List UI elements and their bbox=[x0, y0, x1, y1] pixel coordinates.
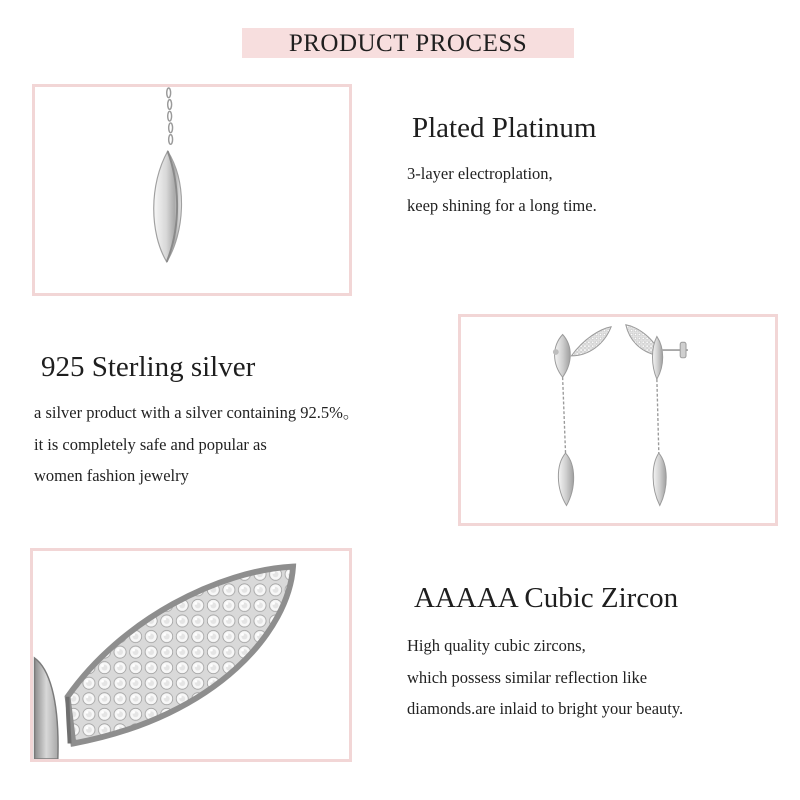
description-line: 3-layer electroplation, bbox=[407, 164, 553, 183]
feature-description-cubic-zircon bbox=[407, 630, 683, 725]
description-line: diamonds.are inlaid to bright your beauty. bbox=[407, 699, 684, 718]
feature-title-plated-platinum: Plated Platinum bbox=[412, 112, 597, 144]
description-line: keep shining for a long time. bbox=[407, 195, 597, 215]
zircon-leaf-macro-image bbox=[33, 551, 349, 759]
product-photo-plated-platinum bbox=[32, 84, 352, 296]
product-photo-cubic-zircon bbox=[30, 548, 352, 762]
description-line: a silver product with a silver containing 92.5%。 bbox=[34, 403, 360, 422]
description-line: which possess similar reflection like bbox=[407, 667, 648, 687]
feature-title-sterling-silver: 925 Sterling silver bbox=[41, 351, 256, 383]
leaf-drop-closeup-image bbox=[35, 87, 349, 293]
feature-title-cubic-zircon: AAAAA Cubic Zircon bbox=[414, 582, 679, 614]
product-photo-sterling-silver bbox=[458, 314, 778, 526]
page-title: PRODUCT PROCESS bbox=[288, 30, 528, 57]
earrings-pair-image bbox=[461, 317, 775, 523]
feature-description-plated-platinum bbox=[407, 158, 597, 221]
description-line: women fashion jewelry bbox=[34, 466, 189, 485]
description-line: High quality cubic zircons, bbox=[407, 636, 586, 655]
description-line: it is completely safe and popular as bbox=[34, 434, 267, 454]
feature-description-sterling-silver bbox=[34, 397, 359, 492]
